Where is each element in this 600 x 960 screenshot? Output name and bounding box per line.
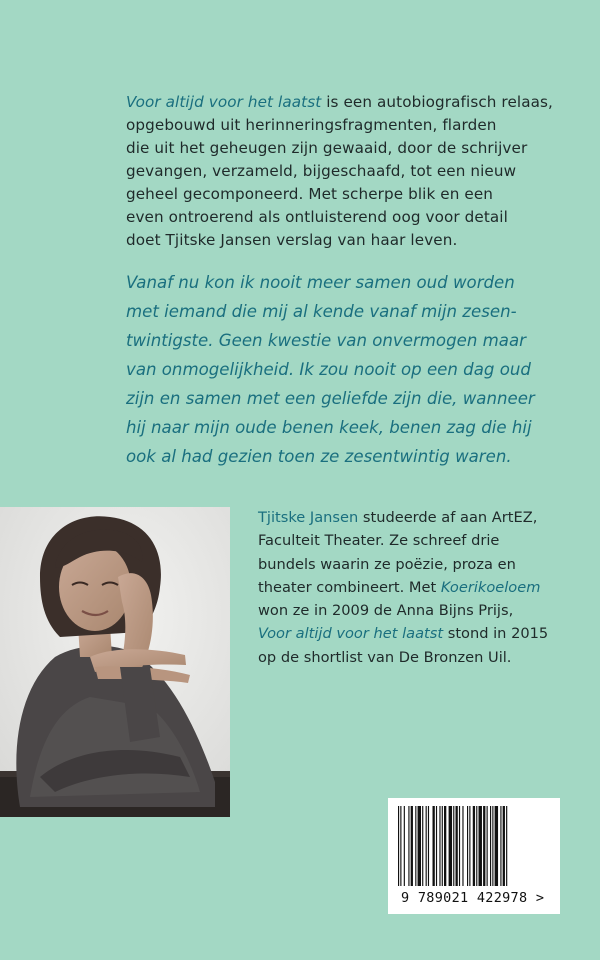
quote-excerpt <box>126 268 566 471</box>
barcode-bar <box>408 806 409 886</box>
barcode-bar <box>436 806 437 886</box>
barcode-bar <box>426 806 427 886</box>
barcode-bar <box>506 806 507 886</box>
barcode-bar <box>456 806 458 886</box>
barcode-bar <box>400 806 401 886</box>
quote-line: twintigste. Geen kwestie van onvermogen maar <box>126 331 526 350</box>
barcode-bar <box>467 806 468 886</box>
bio-line: stond in 2015 <box>443 625 549 643</box>
blurb-line: opgebouwd uit herinneringsfragmenten, flarden <box>126 116 497 134</box>
barcode-bar <box>500 806 501 886</box>
isbn-barcode <box>388 798 560 914</box>
quote-line: Vanaf nu kon ik nooit meer samen oud worden <box>126 273 515 292</box>
quote-line: van onmogelijkheid. Ik zou nooit op een dag oud <box>126 360 531 379</box>
book-title-italic: Voor altijd voor het laatst <box>126 93 322 111</box>
barcode-bar <box>483 806 485 886</box>
quote-line: hij naar mijn oude benen keek, benen zag die hij <box>126 418 532 437</box>
barcode-bars <box>398 806 550 888</box>
barcode-bar <box>462 806 463 886</box>
barcode-bar <box>442 806 443 886</box>
barcode-bar <box>479 806 482 886</box>
bio-line: bundels waarin ze poëzie, proza en <box>258 555 516 573</box>
blurb-line: is een autobiografisch relaas, <box>321 93 553 111</box>
barcode-bar <box>428 806 429 886</box>
barcode-bar <box>398 806 399 886</box>
barcode-bar <box>490 806 491 886</box>
blurb-line: geheel gecomponeerd. Met scherpe blik en een <box>126 185 494 203</box>
blurb-line: die uit het geheugen zijn gewaaid, door de schrijver <box>126 139 528 157</box>
barcode-bar <box>444 806 446 886</box>
author-photo <box>0 507 230 817</box>
quote-line: zijn en samen met een geliefde zijn die, wanneer <box>126 389 535 408</box>
blurb-paragraph <box>126 91 556 252</box>
blurb-line: gevangen, verzameld, bijgeschaafd, tot een nieuw <box>126 162 517 180</box>
author-portrait-illustration <box>0 507 230 817</box>
barcode-bar <box>418 806 421 886</box>
author-name: Tjitske Jansen <box>258 509 359 526</box>
blurb-line: even ontroerend als ontluisterend oog voor detail <box>126 208 508 226</box>
barcode-bar <box>422 806 423 886</box>
barcode-bar <box>476 806 477 886</box>
book-title-italic: Koerikoeloem <box>440 578 541 596</box>
book-title-italic: Voor altijd voor het laatst <box>258 625 444 643</box>
quote-line: ook al had gezien toen ze zesentwintig waren. <box>126 447 512 466</box>
barcode-bar <box>449 806 452 886</box>
barcode-bar <box>503 806 505 886</box>
barcode-bar <box>492 806 493 886</box>
barcode-bar <box>411 806 413 886</box>
bio-line: theater combineert. Met <box>258 578 441 596</box>
barcode-bar <box>415 806 416 886</box>
isbn-number: 9 789021 422978 > <box>401 890 545 906</box>
barcode-bar <box>487 806 488 886</box>
author-bio <box>258 506 578 669</box>
bio-line: studeerde af aan ArtEZ, <box>358 509 538 526</box>
barcode-bar <box>495 806 498 886</box>
bio-line: op de shortlist van De Bronzen Uil. <box>258 648 512 666</box>
barcode-bar <box>473 806 475 886</box>
bio-line: Faculteit Theater. Ze schreef drie <box>258 532 500 550</box>
barcode-bar <box>453 806 454 886</box>
quote-line: met iemand die mij al kende vanaf mijn zesen- <box>126 302 517 321</box>
barcode-bar <box>433 806 435 886</box>
bio-line: won ze in 2009 de Anna Bijns Prijs, <box>258 602 514 620</box>
barcode-bar <box>439 806 440 886</box>
barcode-bar <box>459 806 460 886</box>
blurb-line: doet Tjitske Jansen verslag van haar leven. <box>126 231 458 249</box>
barcode-bar <box>404 806 405 886</box>
barcode-bar <box>469 806 470 886</box>
